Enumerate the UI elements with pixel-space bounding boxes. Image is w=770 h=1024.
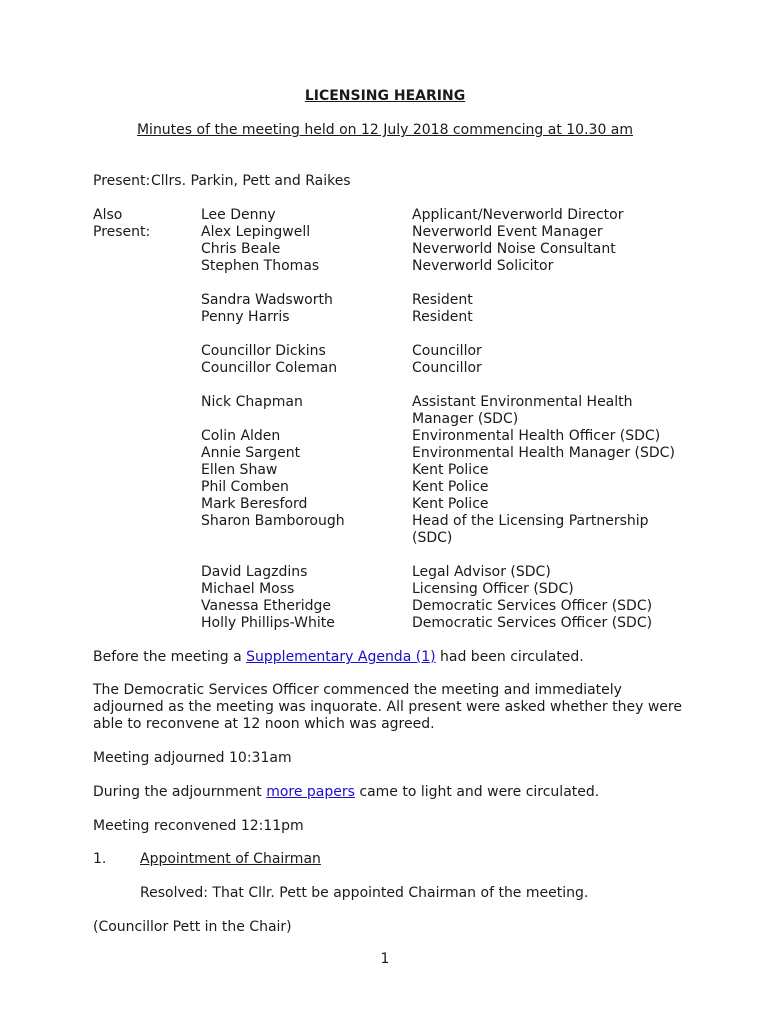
attendee-name: Chris Beale (201, 241, 281, 257)
also-present-label: Present: (93, 224, 151, 240)
attendee-role-continued: Manager (SDC) (412, 411, 519, 427)
resolution-text: Resolved: That Cllr. Pett be appointed Chairman of the meeting. (140, 885, 589, 901)
also-label: Also (93, 207, 123, 223)
attendee-role: Neverworld Solicitor (412, 258, 554, 274)
attendee-name: Colin Alden (201, 428, 281, 444)
paragraph-text: had been circulated. (435, 649, 584, 665)
attendee-name: Mark Beresford (201, 496, 308, 512)
attendee-role: Kent Police (412, 496, 489, 512)
attendee-role: Legal Advisor (SDC) (412, 564, 551, 580)
page-number: 1 (380, 951, 390, 967)
attendee-role: Applicant/Neverworld Director (412, 207, 624, 223)
reconvened-line: Meeting reconvened 12:11pm (93, 818, 304, 834)
adjourned-line: Meeting adjourned 10:31am (93, 750, 292, 766)
more-papers-paragraph (93, 784, 599, 801)
supplementary-agenda-paragraph (93, 649, 584, 666)
meeting-subtitle: Minutes of the meeting held on 12 July 2018 commencing at 10.30 am (136, 122, 634, 138)
item-title: Appointment of Chairman (140, 851, 321, 867)
attendee-role: Councillor (412, 343, 482, 359)
attendee-name: Vanessa Etheridge (201, 598, 332, 614)
attendee-role: Democratic Services Officer (SDC) (412, 615, 653, 631)
attendee-name: Annie Sargent (201, 445, 301, 461)
item-number: 1. (93, 851, 107, 867)
present-label: Present: (93, 173, 151, 189)
attendee-role: Licensing Officer (SDC) (412, 581, 574, 597)
attendee-role: Democratic Services Officer (SDC) (412, 598, 653, 614)
chair-note: (Councillor Pett in the Chair) (93, 919, 292, 935)
attendee-role: Environmental Health Manager (SDC) (412, 445, 675, 461)
attendee-name: Sharon Bamborough (201, 513, 345, 529)
attendee-name: Stephen Thomas (201, 258, 320, 274)
attendee-name: Sandra Wadsworth (201, 292, 333, 308)
attendee-role: Neverworld Event Manager (412, 224, 603, 240)
attendee-name: Ellen Shaw (201, 462, 278, 478)
attendee-role: Environmental Health Officer (SDC) (412, 428, 661, 444)
attendee-name: David Lagzdins (201, 564, 308, 580)
present-value: Cllrs. Parkin, Pett and Raikes (151, 173, 351, 189)
attendee-role: Neverworld Noise Consultant (412, 241, 616, 257)
paragraph-text: During the adjournment (93, 784, 267, 800)
attendee-role: Head of the Licensing Partnership (412, 513, 649, 529)
paragraph-text: Before the meeting a (93, 649, 247, 665)
attendee-name: Councillor Coleman (201, 360, 338, 376)
attendee-name: Michael Moss (201, 581, 295, 597)
attendee-role: Resident (412, 309, 473, 325)
attendee-role-continued: (SDC) (412, 530, 453, 546)
inquorate-paragraph: The Democratic Services Officer commenced the meeting and immediately adjourned as the meeting was inquorate. All present were asked whether they were able to reconvene at 12 noon which was agreed. (93, 682, 682, 732)
attendee-name: Phil Comben (201, 479, 289, 495)
more-papers-link[interactable]: more papers (266, 784, 355, 800)
supplementary-agenda-link[interactable]: Supplementary Agenda (1) (246, 649, 436, 665)
attendee-role: Kent Police (412, 479, 489, 495)
attendee-role: Resident (412, 292, 473, 308)
attendee-name: Penny Harris (201, 309, 290, 325)
attendee-name: Holly Phillips-White (201, 615, 335, 631)
paragraph-text: came to light and were circulated. (354, 784, 600, 800)
attendee-role: Kent Police (412, 462, 489, 478)
attendee-name: Alex Lepingwell (201, 224, 311, 240)
attendee-role: Councillor (412, 360, 482, 376)
attendee-name: Lee Denny (201, 207, 276, 223)
attendee-name: Nick Chapman (201, 394, 303, 410)
attendee-role: Assistant Environmental Health (412, 394, 633, 410)
attendee-name: Councillor Dickins (201, 343, 326, 359)
page-title: LICENSING HEARING (304, 88, 466, 104)
